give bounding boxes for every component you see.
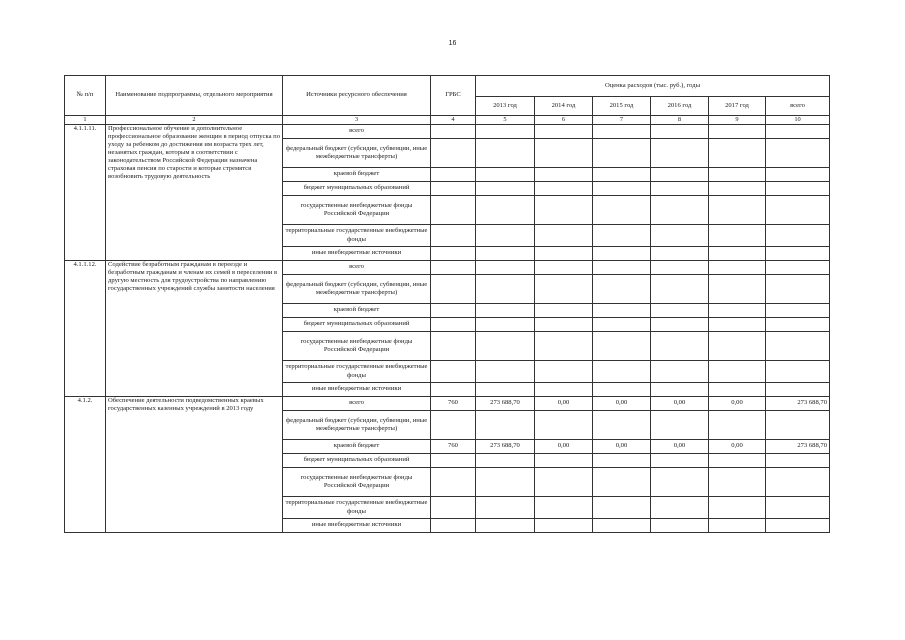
header-year: 2015 год [593,97,651,116]
amount-cell: 0,00 [651,397,709,411]
amount-cell: 0,00 [535,397,593,411]
amount-cell [651,247,709,261]
amount-cell [709,261,766,275]
amount-cell [709,361,766,383]
item-code: 4.1.2. [65,397,106,533]
funding-source: бюджет муниципальных образований [283,182,431,196]
amount-cell [709,468,766,497]
amount-cell [476,497,535,519]
amount-cell [709,497,766,519]
amount-cell [535,318,593,332]
amount-cell [651,332,709,361]
amount-cell [651,196,709,225]
amount-cell [535,275,593,304]
amount-cell: 273 688,70 [766,440,830,454]
amount-cell [593,468,651,497]
amount-cell [535,182,593,196]
amount-cell [535,468,593,497]
amount-cell: 0,00 [709,397,766,411]
funding-source: территориальные государственные внебюджетные фонды [283,225,431,247]
amount-cell [709,182,766,196]
amount-cell [593,519,651,533]
amount-cell [766,125,830,139]
column-number: 4 [431,116,476,125]
header-sources: Источники ресурсного обеспечения [283,76,431,116]
amount-cell [709,125,766,139]
amount-cell [709,247,766,261]
amount-cell [651,275,709,304]
amount-cell [709,332,766,361]
amount-cell [651,225,709,247]
amount-cell [593,361,651,383]
amount-cell [709,454,766,468]
amount-cell [593,247,651,261]
funding-source: иные внебюджетные источники [283,519,431,533]
amount-cell [651,304,709,318]
header-year: 2016 год [651,97,709,116]
item-code: 4.1.1.11. [65,125,106,261]
grbs-code [431,275,476,304]
grbs-code [431,497,476,519]
funding-source: государственные внебюджетные фонды Российской Федерации [283,196,431,225]
amount-cell [535,519,593,533]
amount-cell [766,196,830,225]
amount-cell [766,247,830,261]
amount-cell [651,411,709,440]
amount-cell [709,519,766,533]
grbs-code [431,225,476,247]
amount-cell: 0,00 [535,440,593,454]
budget-table [64,75,830,533]
grbs-code [431,182,476,196]
amount-cell: 273 688,70 [476,440,535,454]
amount-cell [766,275,830,304]
amount-cell [535,411,593,440]
amount-cell: 0,00 [651,440,709,454]
amount-cell [651,261,709,275]
funding-source: иные внебюджетные источники [283,247,431,261]
amount-cell [535,196,593,225]
amount-cell [766,261,830,275]
amount-cell [535,361,593,383]
item-name: Содействие безработным гражданам в переезде и безработным гражданам и членам их семей в переселении в другую местность для трудоустройства по направлению государственных учреждений службы занятости населения [106,261,283,397]
amount-cell [651,168,709,182]
table-row [65,261,830,275]
amount-cell [651,519,709,533]
amount-cell [709,196,766,225]
grbs-code: 760 [431,440,476,454]
grbs-code: 760 [431,397,476,411]
funding-source: всего [283,125,431,139]
column-number: 10 [766,116,830,125]
amount-cell [535,247,593,261]
amount-cell [593,261,651,275]
amount-cell [766,139,830,168]
amount-cell [709,304,766,318]
grbs-code [431,332,476,361]
funding-source: федеральный бюджет (субсидии, субвенции, иные межбюджетные трансферты) [283,139,431,168]
header-estimate: Оценка расходов (тыс. руб.), годы [476,76,830,97]
item-name: Профессиональное обучение и дополнительное профессиональное образование женщин в период отпуска по уходу за ребенком до достижения им возраста трех лет, незанятых граждан, которым в соответствии с законодательством Российской Федерации назначена страховая пенсия по старости и которые стремятся возобновить трудовую деятельность [106,125,283,261]
amount-cell [535,261,593,275]
grbs-code [431,383,476,397]
amount-cell [535,225,593,247]
amount-cell [593,182,651,196]
amount-cell [766,519,830,533]
funding-source: территориальные государственные внебюджетные фонды [283,497,431,519]
funding-source: иные внебюджетные источники [283,383,431,397]
grbs-code [431,125,476,139]
amount-cell [593,125,651,139]
funding-source: федеральный бюджет (субсидии, субвенции, иные межбюджетные трансферты) [283,411,431,440]
amount-cell [593,304,651,318]
amount-cell [476,468,535,497]
grbs-code [431,139,476,168]
funding-source: бюджет муниципальных образований [283,454,431,468]
amount-cell [709,139,766,168]
amount-cell [593,196,651,225]
amount-cell [709,168,766,182]
funding-source: краевой бюджет [283,168,431,182]
funding-source: краевой бюджет [283,440,431,454]
amount-cell [766,168,830,182]
amount-cell [476,225,535,247]
header-year: всего [766,97,830,116]
amount-cell [593,318,651,332]
amount-cell [476,139,535,168]
amount-cell [476,275,535,304]
funding-source: территориальные государственные внебюджетные фонды [283,361,431,383]
column-number: 8 [651,116,709,125]
column-number: 3 [283,116,431,125]
grbs-code [431,454,476,468]
amount-cell [651,468,709,497]
grbs-code [431,304,476,318]
table-row [65,125,830,139]
column-number: 2 [106,116,283,125]
amount-cell [476,454,535,468]
amount-cell [766,318,830,332]
amount-cell [593,275,651,304]
amount-cell [593,332,651,361]
amount-cell [476,361,535,383]
grbs-code [431,361,476,383]
header-name: Наименование подпрограммы, отдельного мероприятия [106,76,283,116]
page-number: 16 [448,40,457,47]
amount-cell [535,168,593,182]
amount-cell [535,304,593,318]
amount-cell [476,332,535,361]
column-number: 1 [65,116,106,125]
amount-cell [593,411,651,440]
amount-cell [766,468,830,497]
amount-cell [476,411,535,440]
funding-source: всего [283,261,431,275]
amount-cell: 273 688,70 [476,397,535,411]
funding-source: государственные внебюджетные фонды Российской Федерации [283,468,431,497]
amount-cell [709,275,766,304]
amount-cell: 0,00 [593,397,651,411]
amount-cell: 0,00 [709,440,766,454]
grbs-code [431,468,476,497]
amount-cell: 0,00 [593,440,651,454]
header-grbs: ГРБС [431,76,476,116]
column-number: 7 [593,116,651,125]
amount-cell [593,497,651,519]
amount-cell [535,332,593,361]
amount-cell [766,182,830,196]
amount-cell [593,168,651,182]
amount-cell [651,383,709,397]
grbs-code [431,261,476,275]
amount-cell [651,361,709,383]
funding-source: государственные внебюджетные фонды Российской Федерации [283,332,431,361]
amount-cell [651,497,709,519]
header-num: № п/п [65,76,106,116]
amount-cell [709,411,766,440]
amount-cell [535,125,593,139]
amount-cell [651,139,709,168]
amount-cell [476,168,535,182]
amount-cell [535,383,593,397]
header-year: 2017 год [709,97,766,116]
amount-cell [651,125,709,139]
grbs-code [431,168,476,182]
amount-cell [766,225,830,247]
amount-cell [709,383,766,397]
item-code: 4.1.1.12. [65,261,106,397]
amount-cell [476,318,535,332]
funding-source: федеральный бюджет (субсидии, субвенции, иные межбюджетные трансферты) [283,275,431,304]
column-number: 5 [476,116,535,125]
grbs-code [431,318,476,332]
grbs-code [431,411,476,440]
amount-cell [476,125,535,139]
amount-cell [593,383,651,397]
funding-source: бюджет муниципальных образований [283,318,431,332]
funding-source: краевой бюджет [283,304,431,318]
item-name: Обеспечение деятельности подведомственных краевых государственных казенных учреждений в 2013 году [106,397,283,533]
amount-cell [766,383,830,397]
amount-cell [651,318,709,332]
amount-cell [709,318,766,332]
amount-cell [476,182,535,196]
amount-cell [766,497,830,519]
amount-cell [476,196,535,225]
amount-cell [535,139,593,168]
amount-cell [766,454,830,468]
table-row [65,397,830,411]
funding-source: всего [283,397,431,411]
column-number: 9 [709,116,766,125]
amount-cell [709,225,766,247]
grbs-code [431,196,476,225]
grbs-code [431,519,476,533]
header-year: 2013 год [476,97,535,116]
amount-cell [651,182,709,196]
column-number: 6 [535,116,593,125]
amount-cell [535,497,593,519]
amount-cell [593,139,651,168]
amount-cell [535,454,593,468]
amount-cell [593,454,651,468]
amount-cell [476,383,535,397]
amount-cell [651,454,709,468]
amount-cell [476,519,535,533]
amount-cell [476,247,535,261]
amount-cell [766,304,830,318]
amount-cell [766,411,830,440]
header-year: 2014 год [535,97,593,116]
amount-cell [766,361,830,383]
amount-cell [476,304,535,318]
amount-cell: 273 688,70 [766,397,830,411]
amount-cell [476,261,535,275]
grbs-code [431,247,476,261]
amount-cell [593,225,651,247]
amount-cell [766,332,830,361]
